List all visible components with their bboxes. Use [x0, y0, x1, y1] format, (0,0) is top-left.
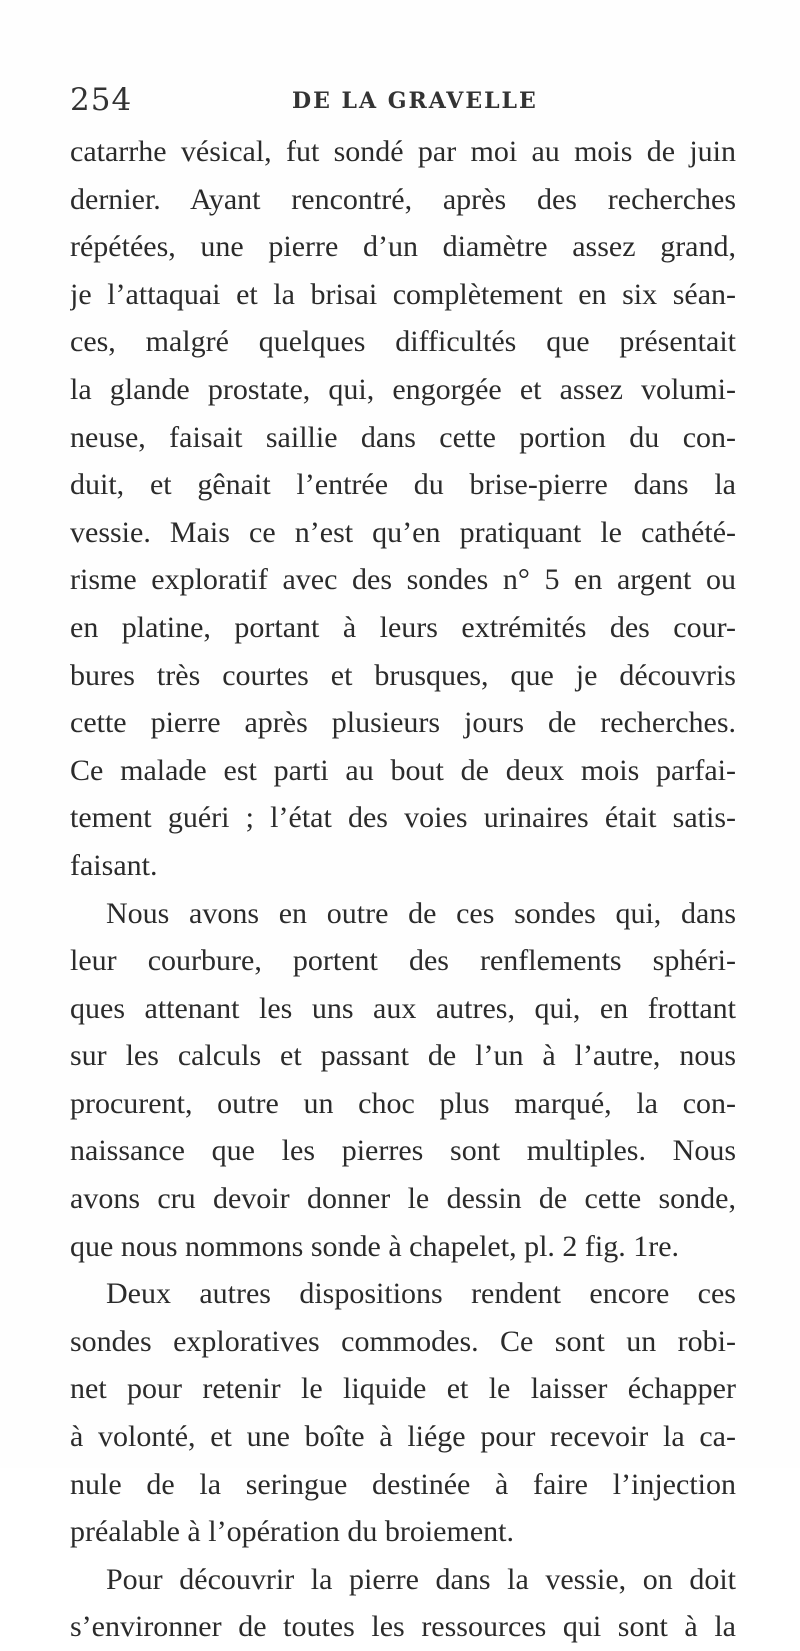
- text-line: procurent, outre un choc plus marqué, la con-: [70, 1086, 736, 1120]
- text-line: à volonté, et une boîte à liége pour recevoir la ca-: [70, 1420, 736, 1454]
- text-line: catarrhe vésical, fut sondé par moi au mois de juin: [70, 135, 736, 168]
- text-line: ques attenant les uns aux autres, qui, en frottant: [70, 991, 736, 1025]
- body-text: [70, 128, 736, 1651]
- text-line: Deux autres dispositions rendent encore ces: [106, 1277, 736, 1311]
- paragraph: [70, 1270, 736, 1556]
- text-line: faisant.: [70, 848, 158, 882]
- text-line: neuse, faisait saillie dans cette portion du con-: [70, 420, 736, 454]
- text-line: ces, malgré quelques difficultés que présentait: [70, 325, 736, 359]
- text-line: tement guéri ; l’état des voies urinaires était satis-: [70, 801, 736, 835]
- text-line: naissance que les pierres sont multiples. Nous: [70, 1134, 736, 1168]
- text-line: la glande prostate, qui, engorgée et assez volumi-: [70, 372, 736, 406]
- text-line: cette pierre après plusieurs jours de recherches.: [70, 706, 736, 740]
- page-header: [70, 82, 670, 122]
- paragraph: [70, 890, 736, 1271]
- text-line: dernier. Ayant rencontré, après des recherches: [70, 182, 736, 216]
- text-line: leur courbure, portent des renflements sphéri-: [70, 944, 736, 978]
- text-line: que nous nommons sonde à chapelet, pl. 2 fig. 1re.: [70, 1229, 680, 1263]
- text-line: préalable à l’opération du broiement.: [70, 1515, 514, 1549]
- text-line: nule de la seringue destinée à faire l’injection: [70, 1467, 736, 1501]
- text-line: en platine, portant à leurs extrémités des cour-: [70, 610, 736, 644]
- text-line: bures très courtes et brusques, que je découvris: [70, 658, 736, 692]
- paragraph: [70, 1556, 736, 1651]
- text-line: je l’attaquai et la brisai complètement en six séan-: [70, 277, 736, 311]
- text-line: sondes exploratives commodes. Ce sont un robi-: [70, 1324, 736, 1358]
- text-line: duit, et gênait l’entrée du brise-pierre dans la: [70, 468, 736, 502]
- text-line: s’environner de toutes les ressources qui sont à la: [70, 1610, 736, 1644]
- page-number: 254: [70, 82, 133, 118]
- text-line: répétées, une pierre d’un diamètre assez grand,: [70, 230, 736, 264]
- text-line: risme exploratif avec des sondes n° 5 en argent ou: [70, 563, 736, 597]
- text-line: avons cru devoir donner le dessin de cette sonde,: [70, 1182, 736, 1216]
- text-line: Nous avons en outre de ces sondes qui, dans: [106, 896, 736, 930]
- text-line: vessie. Mais ce n’est qu’en pratiquant le cathété-: [70, 515, 736, 549]
- text-line: Pour découvrir la pierre dans la vessie, on doit: [106, 1562, 736, 1596]
- text-line: net pour retenir le liquide et le laisser échapper: [70, 1372, 736, 1406]
- text-line: Ce malade est parti au bout de deux mois parfai-: [70, 753, 736, 787]
- text-line: sur les calculs et passant de l’un à l’autre, nous: [70, 1039, 736, 1073]
- running-head: DE LA GRAVELLE: [292, 88, 538, 114]
- paragraph: [70, 128, 736, 890]
